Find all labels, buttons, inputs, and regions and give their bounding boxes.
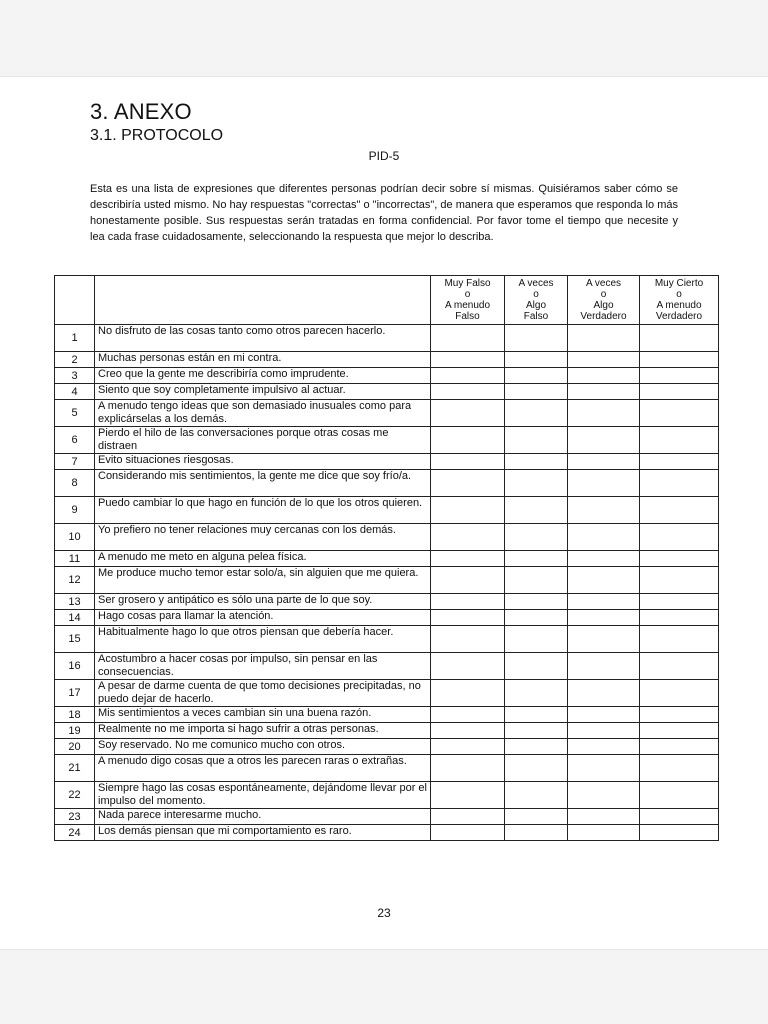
item-number: 11 [55, 551, 95, 567]
answer-cell-option-4[interactable] [640, 400, 719, 427]
item-number: 9 [55, 497, 95, 524]
item-number: 19 [55, 723, 95, 739]
answer-cell-option-2[interactable] [505, 594, 568, 610]
item-number: 12 [55, 567, 95, 594]
table-row [55, 427, 719, 454]
item-statement: Me produce mucho temor estar solo/a, sin alguien que me quiera. [95, 567, 431, 594]
answer-cell-option-4[interactable] [640, 427, 719, 454]
item-statement: Yo prefiero no tener relaciones muy cercanas con los demás. [95, 524, 431, 551]
answer-cell-option-4[interactable] [640, 723, 719, 739]
questionnaire-title: PID-5 [368, 149, 400, 163]
answer-cell-option-3[interactable] [568, 723, 640, 739]
answer-cell-option-1[interactable] [431, 755, 505, 782]
header-option-1: Muy Falso o A menudo Falso [431, 276, 505, 325]
answer-cell-option-3[interactable] [568, 610, 640, 626]
table-row [55, 497, 719, 524]
item-statement: Pierdo el hilo de las conversaciones porque otras cosas me distraen [95, 427, 431, 454]
answer-cell-option-3[interactable] [568, 626, 640, 653]
table-row [55, 454, 719, 470]
answer-cell-option-2[interactable] [505, 723, 568, 739]
answer-cell-option-4[interactable] [640, 809, 719, 825]
table-row [55, 723, 719, 739]
answer-cell-option-4[interactable] [640, 825, 719, 841]
header-option-4: Muy Cierto o A menudo Verdadero [640, 276, 719, 325]
item-statement: A menudo digo cosas que a otros les parecen raras o extrañas. [95, 755, 431, 782]
item-statement: A menudo me meto en alguna pelea física. [95, 551, 431, 567]
answer-cell-option-4[interactable] [640, 626, 719, 653]
answer-cell-option-3[interactable] [568, 400, 640, 427]
item-number: 22 [55, 782, 95, 809]
answer-cell-option-1[interactable] [431, 384, 505, 400]
questionnaire-table [54, 275, 719, 841]
answer-cell-option-1[interactable] [431, 626, 505, 653]
item-statement: Evito situaciones riesgosas. [95, 454, 431, 470]
answer-cell-option-4[interactable] [640, 707, 719, 723]
answer-cell-option-3[interactable] [568, 551, 640, 567]
answer-cell-option-2[interactable] [505, 454, 568, 470]
answer-cell-option-4[interactable] [640, 755, 719, 782]
answer-cell-option-4[interactable] [640, 384, 719, 400]
table-header-row [55, 276, 719, 325]
item-statement: Mis sentimientos a veces cambian sin una buena razón. [95, 707, 431, 723]
table-row [55, 782, 719, 809]
answer-cell-option-4[interactable] [640, 368, 719, 384]
answer-cell-option-2[interactable] [505, 497, 568, 524]
answer-cell-option-1[interactable] [431, 739, 505, 755]
answer-cell-option-2[interactable] [505, 470, 568, 497]
answer-cell-option-4[interactable] [640, 653, 719, 680]
answer-cell-option-4[interactable] [640, 352, 719, 368]
item-number: 8 [55, 470, 95, 497]
table-row [55, 325, 719, 352]
answer-cell-option-3[interactable] [568, 352, 640, 368]
table-row [55, 680, 719, 707]
answer-cell-option-2[interactable] [505, 626, 568, 653]
answer-cell-option-1[interactable] [431, 368, 505, 384]
subsection-heading: 3.1. PROTOCOLO [90, 127, 224, 144]
answer-cell-option-4[interactable] [640, 594, 719, 610]
answer-cell-option-3[interactable] [568, 368, 640, 384]
table-row [55, 400, 719, 427]
answer-cell-option-1[interactable] [431, 809, 505, 825]
answer-cell-option-4[interactable] [640, 454, 719, 470]
answer-cell-option-3[interactable] [568, 782, 640, 809]
answer-cell-option-2[interactable] [505, 551, 568, 567]
item-statement: Nada parece interesarme mucho. [95, 809, 431, 825]
answer-cell-option-4[interactable] [640, 610, 719, 626]
item-statement: Muchas personas están en mi contra. [95, 352, 431, 368]
item-statement: Ser grosero y antipático es sólo una parte de lo que soy. [95, 594, 431, 610]
answer-cell-option-3[interactable] [568, 809, 640, 825]
answer-cell-option-2[interactable] [505, 400, 568, 427]
answer-cell-option-2[interactable] [505, 325, 568, 352]
item-statement: Considerando mis sentimientos, la gente me dice que soy frío/a. [95, 470, 431, 497]
item-number: 20 [55, 739, 95, 755]
answer-cell-option-2[interactable] [505, 653, 568, 680]
answer-cell-option-1[interactable] [431, 400, 505, 427]
answer-cell-option-2[interactable] [505, 782, 568, 809]
item-statement: Acostumbro a hacer cosas por impulso, sin pensar en las consecuencias. [95, 653, 431, 680]
answer-cell-option-3[interactable] [568, 470, 640, 497]
table-row [55, 707, 719, 723]
answer-cell-option-1[interactable] [431, 707, 505, 723]
answer-cell-option-3[interactable] [568, 454, 640, 470]
answer-cell-option-1[interactable] [431, 352, 505, 368]
answer-cell-option-4[interactable] [640, 739, 719, 755]
answer-cell-option-2[interactable] [505, 680, 568, 707]
item-number: 7 [55, 454, 95, 470]
answer-cell-option-1[interactable] [431, 782, 505, 809]
item-number: 10 [55, 524, 95, 551]
answer-cell-option-1[interactable] [431, 594, 505, 610]
item-number: 14 [55, 610, 95, 626]
answer-cell-option-4[interactable] [640, 325, 719, 352]
table-row [55, 653, 719, 680]
answer-cell-option-3[interactable] [568, 680, 640, 707]
item-statement: Realmente no me importa si hago sufrir a otras personas. [95, 723, 431, 739]
answer-cell-option-3[interactable] [568, 427, 640, 454]
answer-cell-option-3[interactable] [568, 325, 640, 352]
answer-cell-option-3[interactable] [568, 497, 640, 524]
answer-cell-option-1[interactable] [431, 427, 505, 454]
item-number: 5 [55, 400, 95, 427]
answer-cell-option-4[interactable] [640, 524, 719, 551]
answer-cell-option-3[interactable] [568, 739, 640, 755]
header-number-cell [55, 276, 95, 325]
header-statement-cell [95, 276, 431, 325]
item-statement: Siempre hago las cosas espontáneamente, dejándome llevar por el impulso del momento. [95, 782, 431, 809]
table-row [55, 610, 719, 626]
item-number: 24 [55, 825, 95, 841]
table-row [55, 551, 719, 567]
item-statement: No disfruto de las cosas tanto como otros parecen hacerlo. [95, 325, 431, 352]
answer-cell-option-1[interactable] [431, 470, 505, 497]
item-statement: Habitualmente hago lo que otros piensan que debería hacer. [95, 626, 431, 653]
item-number: 6 [55, 427, 95, 454]
table-row [55, 352, 719, 368]
document-page [0, 76, 768, 950]
item-statement: Soy reservado. No me comunico mucho con otros. [95, 739, 431, 755]
answer-cell-option-3[interactable] [568, 653, 640, 680]
table-row [55, 524, 719, 551]
answer-cell-option-2[interactable] [505, 707, 568, 723]
answer-cell-option-4[interactable] [640, 782, 719, 809]
item-statement: Hago cosas para llamar la atención. [95, 610, 431, 626]
table-row [55, 470, 719, 497]
item-number: 23 [55, 809, 95, 825]
item-statement: Los demás piensan que mi comportamiento es raro. [95, 825, 431, 841]
item-statement: Creo que la gente me describiría como imprudente. [95, 368, 431, 384]
item-statement: Siento que soy completamente impulsivo al actuar. [95, 384, 431, 400]
answer-cell-option-3[interactable] [568, 524, 640, 551]
table-row [55, 368, 719, 384]
item-statement: A menudo tengo ideas que son demasiado inusuales como para explicárselas a los demás. [95, 400, 431, 427]
answer-cell-option-1[interactable] [431, 723, 505, 739]
table-row [55, 626, 719, 653]
table-row [55, 567, 719, 594]
answer-cell-option-2[interactable] [505, 384, 568, 400]
table-row [55, 809, 719, 825]
answer-cell-option-2[interactable] [505, 610, 568, 626]
answer-cell-option-2[interactable] [505, 352, 568, 368]
answer-cell-option-1[interactable] [431, 551, 505, 567]
item-number: 16 [55, 653, 95, 680]
item-number: 21 [55, 755, 95, 782]
item-number: 1 [55, 325, 95, 352]
header-option-3: A veces o Algo Verdadero [568, 276, 640, 325]
answer-cell-option-2[interactable] [505, 755, 568, 782]
section-heading: 3. ANEXO [90, 99, 192, 124]
answer-cell-option-3[interactable] [568, 707, 640, 723]
answer-cell-option-4[interactable] [640, 470, 719, 497]
answer-cell-option-1[interactable] [431, 825, 505, 841]
table-row [55, 739, 719, 755]
answer-cell-option-3[interactable] [568, 594, 640, 610]
answer-cell-option-2[interactable] [505, 825, 568, 841]
table-row [55, 755, 719, 782]
answer-cell-option-4[interactable] [640, 567, 719, 594]
instructions-paragraph: Esta es una lista de expresiones que diferentes personas podrían decir sobre sí mismas. Quisiéramos saber cómo se describiría usted mismo. No hay respuestas "correctas" o "incorrectas", de manera que esperamos que responda lo más honestamente posible. Sus respuestas serán tratadas en forma confidencial. Por favor tome el tiempo que necesite y lea cada frase cuidadosamente, seleccionando la respuesta que mejor lo describa. [90, 183, 678, 243]
item-number: 4 [55, 384, 95, 400]
answer-cell-option-1[interactable] [431, 454, 505, 470]
answer-cell-option-3[interactable] [568, 567, 640, 594]
item-number: 18 [55, 707, 95, 723]
table-row [55, 825, 719, 841]
answer-cell-option-4[interactable] [640, 497, 719, 524]
answer-cell-option-1[interactable] [431, 567, 505, 594]
answer-cell-option-3[interactable] [568, 384, 640, 400]
item-number: 2 [55, 352, 95, 368]
item-statement: A pesar de darme cuenta de que tomo decisiones precipitadas, no puedo dejar de hacerlo. [95, 680, 431, 707]
item-number: 17 [55, 680, 95, 707]
answer-cell-option-2[interactable] [505, 368, 568, 384]
item-statement: Puedo cambiar lo que hago en función de lo que los otros quieren. [95, 497, 431, 524]
answer-cell-option-1[interactable] [431, 325, 505, 352]
table-row [55, 594, 719, 610]
answer-cell-option-1[interactable] [431, 680, 505, 707]
item-number: 3 [55, 368, 95, 384]
answer-cell-option-3[interactable] [568, 755, 640, 782]
answer-cell-option-2[interactable] [505, 524, 568, 551]
answer-cell-option-2[interactable] [505, 739, 568, 755]
item-number: 13 [55, 594, 95, 610]
answer-cell-option-1[interactable] [431, 524, 505, 551]
answer-cell-option-4[interactable] [640, 551, 719, 567]
page-number: 23 [377, 906, 391, 920]
answer-cell-option-1[interactable] [431, 653, 505, 680]
item-number: 15 [55, 626, 95, 653]
table-row [55, 384, 719, 400]
answer-cell-option-2[interactable] [505, 809, 568, 825]
answer-cell-option-4[interactable] [640, 680, 719, 707]
answer-cell-option-2[interactable] [505, 427, 568, 454]
answer-cell-option-1[interactable] [431, 497, 505, 524]
answer-cell-option-3[interactable] [568, 825, 640, 841]
answer-cell-option-1[interactable] [431, 610, 505, 626]
answer-cell-option-2[interactable] [505, 567, 568, 594]
header-option-2: A veces o Algo Falso [505, 276, 568, 325]
